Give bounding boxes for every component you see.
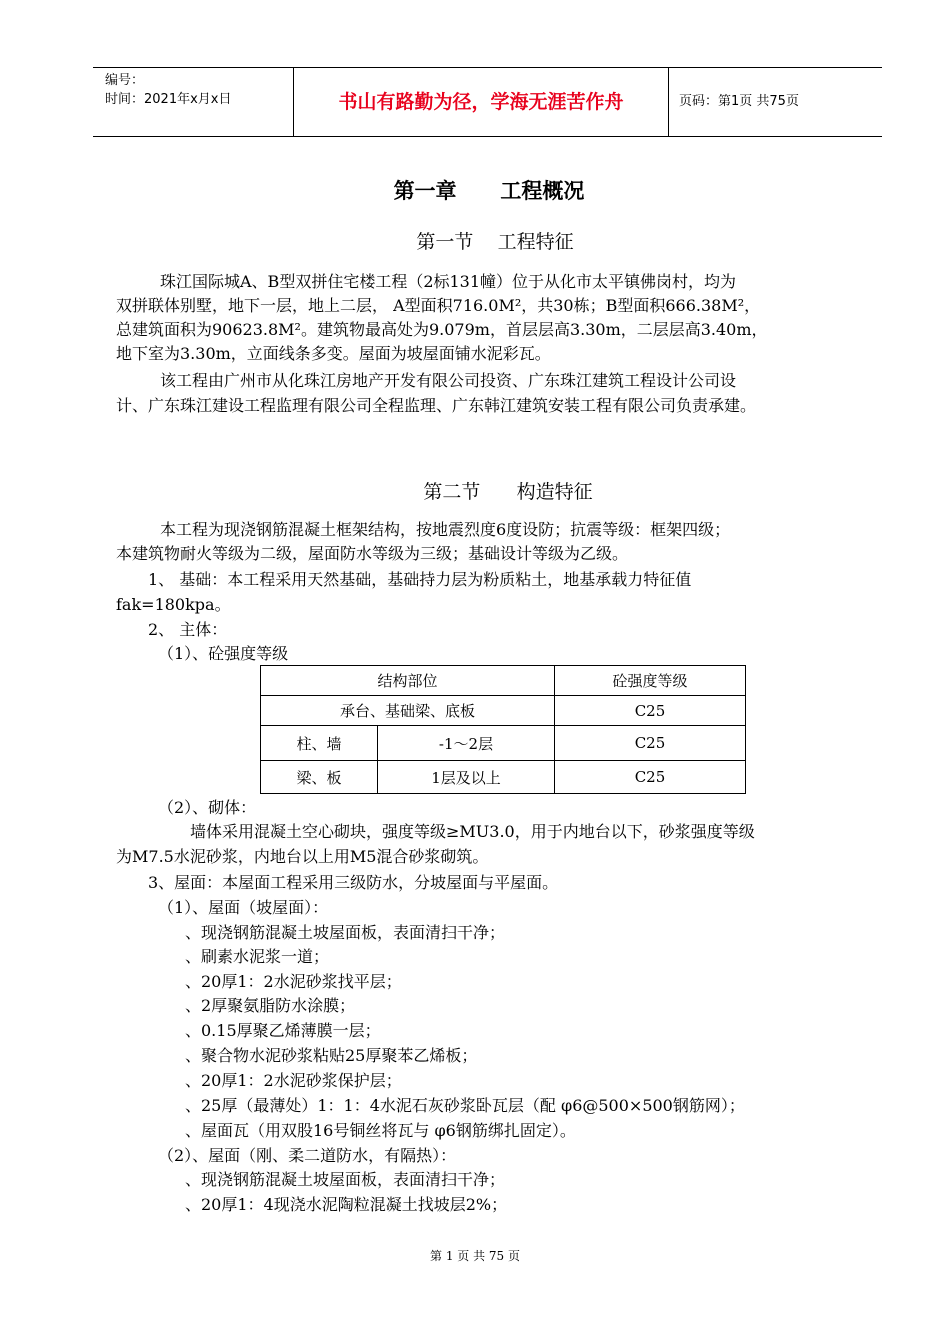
page-footer: 第 1 页 共 75 页: [430, 1249, 520, 1263]
s1-p1-line2: 双拼联体别墅，地下一层，地上二层， A型面积716.0M²，共30栋；B型面积666.38M²，: [116, 296, 761, 315]
roof2-label: （2）、屋面（刚、柔二道防水，有隔热）：: [158, 1146, 457, 1165]
table-cell: 承台、基础梁、底板: [261, 696, 555, 726]
table-cell: C25: [555, 761, 746, 794]
table-row: [261, 761, 746, 794]
table-header-cell: 砼强度等级: [555, 666, 746, 696]
roof1-item: 、20厚1：2水泥砂浆保护层；: [185, 1071, 402, 1090]
table-row: [261, 696, 746, 726]
s1-p2-line1: 该工程由广州市从化珠江房地产开发有限公司投资、广东珠江建筑工程设计公司设: [160, 371, 737, 390]
roof-heading: 3、屋面：本屋面工程采用三级防水，分坡屋面与平屋面。: [148, 873, 559, 892]
concrete-grade-label: （1）、砼强度等级: [158, 644, 289, 663]
roof1-label: （1）、屋面（坡屋面）：: [158, 898, 329, 917]
section2-title: 第二节 构造特征: [423, 481, 593, 503]
s2-p1-line1: 本工程为现浇钢筋混凝土框架结构，按地震烈度6度设防；抗震等级：框架四级；: [160, 520, 731, 539]
s1-p1-line3: 总建筑面积为90623.8M²。建筑物最高处为9.079m，首层层高3.30m，二层层高3.40m，: [116, 320, 768, 339]
s1-p2-line2: 计、广东珠江建设工程监理有限公司全程监理、广东韩江建筑安装工程有限公司负责承建。: [116, 396, 757, 415]
foundation-line1: 1、 基础：本工程采用天然基础，基础持力层为粉质粘土，地基承载力特征值: [148, 570, 692, 589]
page-header: [93, 67, 882, 137]
table-row: [261, 726, 746, 761]
table-cell: -1～2层: [378, 726, 555, 761]
table-cell: 1层及以上: [378, 761, 555, 794]
masonry-line1: 墙体采用混凝土空心砌块，强度等级≥MU3.0，用于内地台以下，砂浆强度等级: [190, 822, 755, 841]
roof1-item: 、刷素水泥浆一道；: [185, 947, 330, 966]
roof1-item: 、聚合物水泥砂浆粘贴25厚聚苯乙烯板；: [185, 1046, 478, 1065]
s2-p1-line2: 本建筑物耐火等级为二级，屋面防水等级为三级；基础设计等级为乙级。: [116, 544, 629, 563]
number-label: 编号：: [105, 73, 145, 88]
table-cell: C25: [555, 696, 746, 726]
concrete-grade-table: [260, 665, 746, 794]
table-header-row: [261, 666, 746, 696]
time-label: 时间：2021年x月x日: [105, 92, 232, 107]
roof1-item: 、0.15厚聚乙烯薄膜一层；: [185, 1021, 381, 1040]
masonry-line2: 为M7.5水泥砂浆，内地台以上用M5混合砂浆砌筑。: [116, 847, 489, 866]
roof1-item: 、25厚（最薄处）1：1：4水泥石灰砂浆卧瓦层（配 φ6@500×500钢筋网）；: [185, 1096, 745, 1115]
table-cell: 柱、墙: [261, 726, 378, 761]
motto: 书山有路勤为径，学海无涯苦作舟: [293, 68, 669, 136]
roof1-item: 、20厚1：2水泥砂浆找平层；: [185, 972, 402, 991]
page-info: 页码：第1页 共75页: [679, 94, 799, 109]
table-header-cell: 结构部位: [261, 666, 555, 696]
table-cell: C25: [555, 726, 746, 761]
roof1-item: 、2厚聚氨脂防水涂膜；: [185, 996, 356, 1015]
foundation-line2: fak=180kpa。: [116, 595, 231, 614]
roof2-item: 、现浇钢筋混凝土坡屋面板，表面清扫干净；: [185, 1170, 506, 1189]
s1-p1-line4: 地下室为3.30m，立面线条多变。屋面为坡屋面铺水泥彩瓦。: [116, 344, 551, 363]
main-body-heading: 2、 主体：: [148, 620, 228, 639]
section1-title: 第一节 工程特征: [416, 231, 574, 253]
roof1-item: 、现浇钢筋混凝土坡屋面板，表面清扫干净；: [185, 923, 506, 942]
roof2-item: 、20厚1：4现浇水泥陶粒混凝土找坡层2%；: [185, 1195, 508, 1214]
roof1-item: 、屋面瓦（用双股16号铜丝将瓦与 φ6钢筋绑扎固定）。: [185, 1121, 576, 1140]
s1-p1-line1: 珠江国际城A、B型双拼住宅楼工程（2标131幢）位于从化市太平镇佛岗村，均为: [160, 272, 737, 291]
masonry-label: （2）、砌体：: [158, 798, 257, 817]
chapter-title: 第一章 工程概况: [393, 179, 585, 203]
table-cell: 梁、板: [261, 761, 378, 794]
header-meta: [93, 68, 293, 136]
